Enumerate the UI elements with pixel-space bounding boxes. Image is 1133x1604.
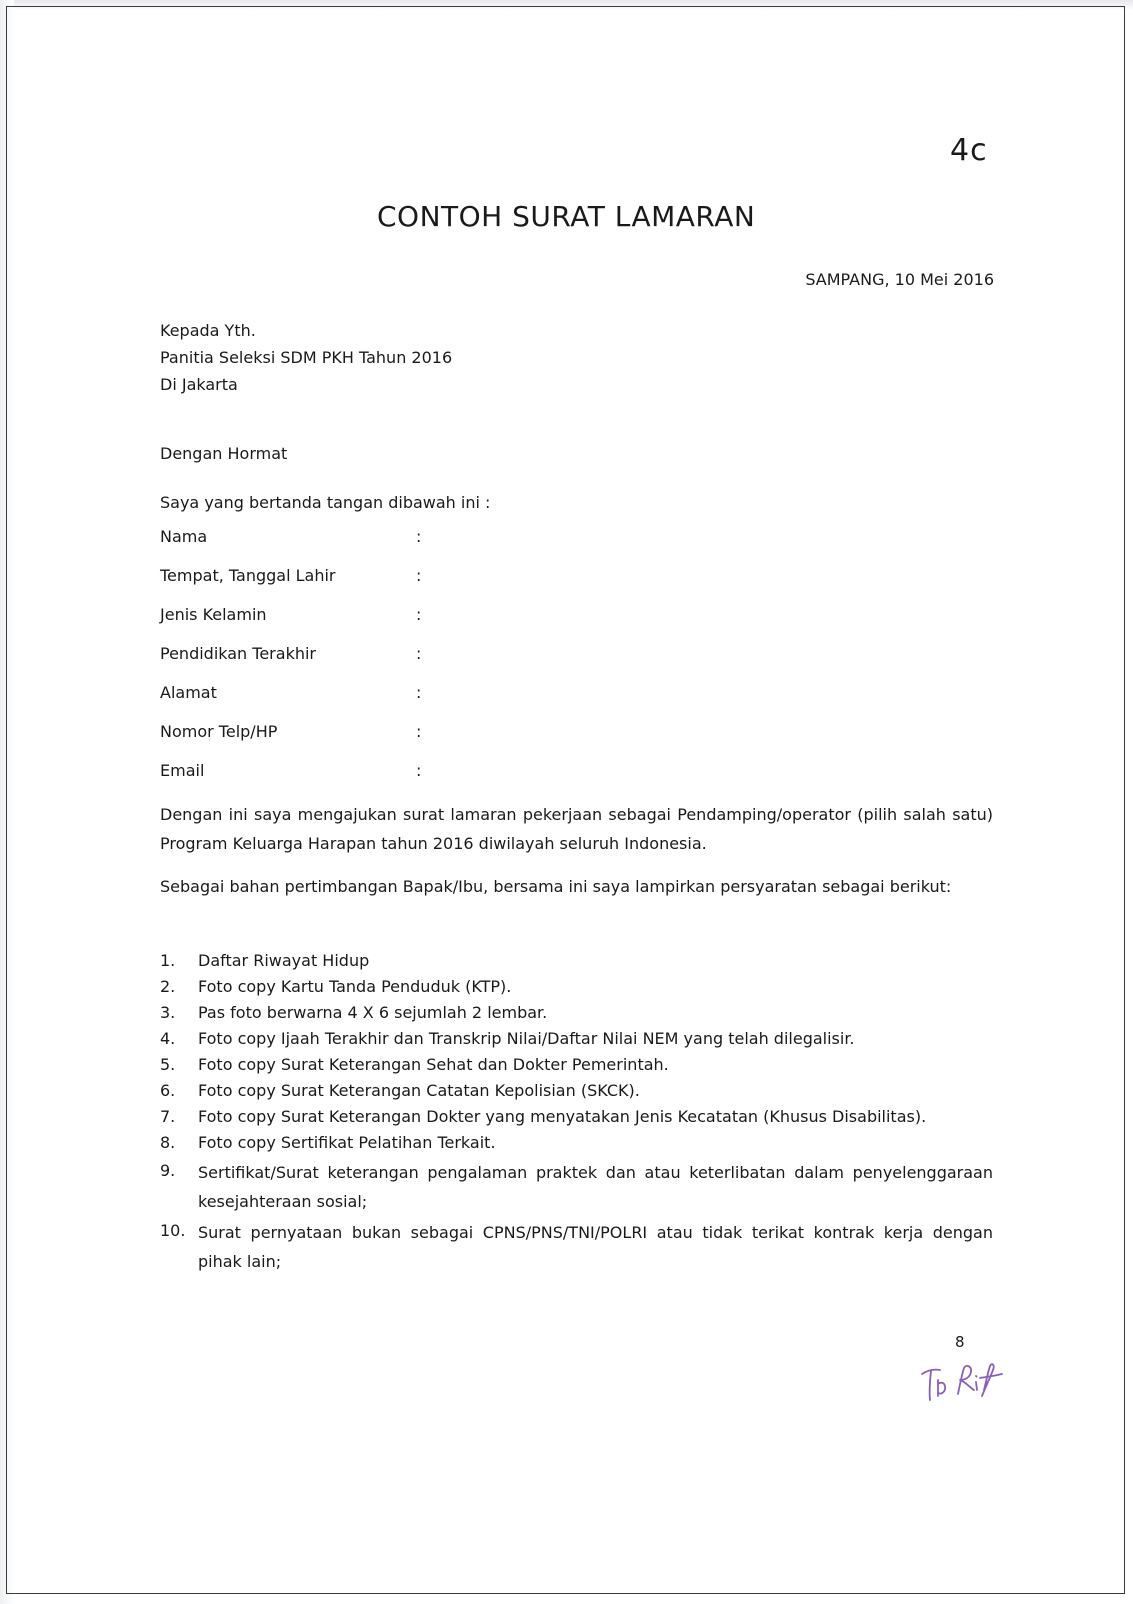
field-label: Jenis Kelamin [160,605,267,624]
list-item [160,1000,993,1026]
recipient-address [160,317,452,398]
requirements-list [160,948,993,1276]
applicant-fields [160,527,860,800]
field-label: Email [160,761,205,780]
list-item-text: Foto copy Surat Keterangan Dokter yang menyatakan Jenis Kecatatan (Khusus Disabilitas). [198,1107,927,1126]
list-item-number: 6. [160,1081,176,1100]
list-item-text: Pas foto berwarna 4 X 6 sejumlah 2 lembar. [198,1003,548,1022]
field-row-address [160,683,860,722]
field-label: Alamat [160,683,217,702]
list-item-number: 4. [160,1029,176,1048]
list-item-text: Foto copy Surat Keterangan Catatan Kepolisian (SKCK). [198,1081,640,1100]
field-row-education [160,644,860,683]
list-item [160,1130,993,1156]
list-item-number: 7. [160,1107,176,1126]
recipient-line-1: Kepada Yth. [160,321,256,340]
field-colon: : [416,722,422,741]
application-paragraph: Dengan ini saya mengajukan surat lamaran pekerjaan sebagai Pendamping/operator (pilih salah satu) Program Keluarga Harapan tahun 2016 diwilayah seluruh Indonesia. [160,805,993,853]
field-label: Nama [160,527,208,546]
list-item [160,1104,993,1130]
recipient-line-3: Di Jakarta [160,375,238,394]
field-row-phone [160,722,860,761]
list-item-text: Sertifikat/Surat keterangan pengalaman praktek dan atau keterlibatan dalam penyelenggaraan kesejahteraan sosial; [198,1163,993,1211]
handwritten-signature [918,1360,1013,1410]
intro-text: Saya yang bertanda tangan dibawah ini : [160,493,491,512]
list-item-text: Surat pernyataan bukan sebagai CPNS/PNS/TNI/POLRI atau tidak terikat kontrak kerja dengan pihak lain; [198,1223,993,1271]
field-colon: : [416,644,422,663]
document-title: CONTOH SURAT LAMARAN [377,200,756,233]
list-item-text: Foto copy Sertifikat Pelatihan Terkait. [198,1133,496,1152]
list-item-number: 2. [160,977,176,996]
list-item [160,1218,993,1276]
list-item-text: Foto copy Ijaah Terakhir dan Transkrip Nilai/Daftar Nilai NEM yang telah dilegalisir. [198,1029,855,1048]
field-colon: : [416,527,422,546]
list-item [160,974,993,1000]
page-code: 4c [950,133,988,168]
list-item [160,1026,993,1052]
field-row-name [160,527,860,566]
field-row-email [160,761,860,800]
list-item [160,1052,993,1078]
list-item [160,1158,993,1216]
list-item-text: Foto copy Kartu Tanda Penduduk (KTP). [198,977,512,996]
field-row-gender [160,605,860,644]
list-item-number: 8. [160,1133,176,1152]
page-number: 8 [955,1333,965,1351]
attachments-paragraph: Sebagai bahan pertimbangan Bapak/Ibu, bersama ini saya lampirkan persyaratan sebagai berikut: [160,877,952,896]
field-colon: : [416,566,422,585]
list-item-text: Daftar Riwayat Hidup [198,951,370,970]
recipient-line-2: Panitia Seleksi SDM PKH Tahun 2016 [160,348,453,367]
list-item-number: 3. [160,1003,176,1022]
field-label: Nomor Telp/HP [160,722,278,741]
field-label: Pendidikan Terakhir [160,644,316,663]
list-item-text: Foto copy Surat Keterangan Sehat dan Dokter Pemerintah. [198,1055,669,1074]
list-item-number: 5. [160,1055,176,1074]
field-colon: : [416,761,422,780]
list-item [160,1078,993,1104]
list-item [160,948,993,974]
list-item-number: 9. [160,1161,176,1180]
list-item-number: 1. [160,951,176,970]
field-colon: : [416,605,422,624]
greeting: Dengan Hormat [160,444,288,463]
list-item-number: 10. [160,1221,186,1240]
field-label: Tempat, Tanggal Lahir [160,566,336,585]
field-row-birth [160,566,860,605]
field-colon: : [416,683,422,702]
place-date: SAMPANG, 10 Mei 2016 [805,270,994,289]
